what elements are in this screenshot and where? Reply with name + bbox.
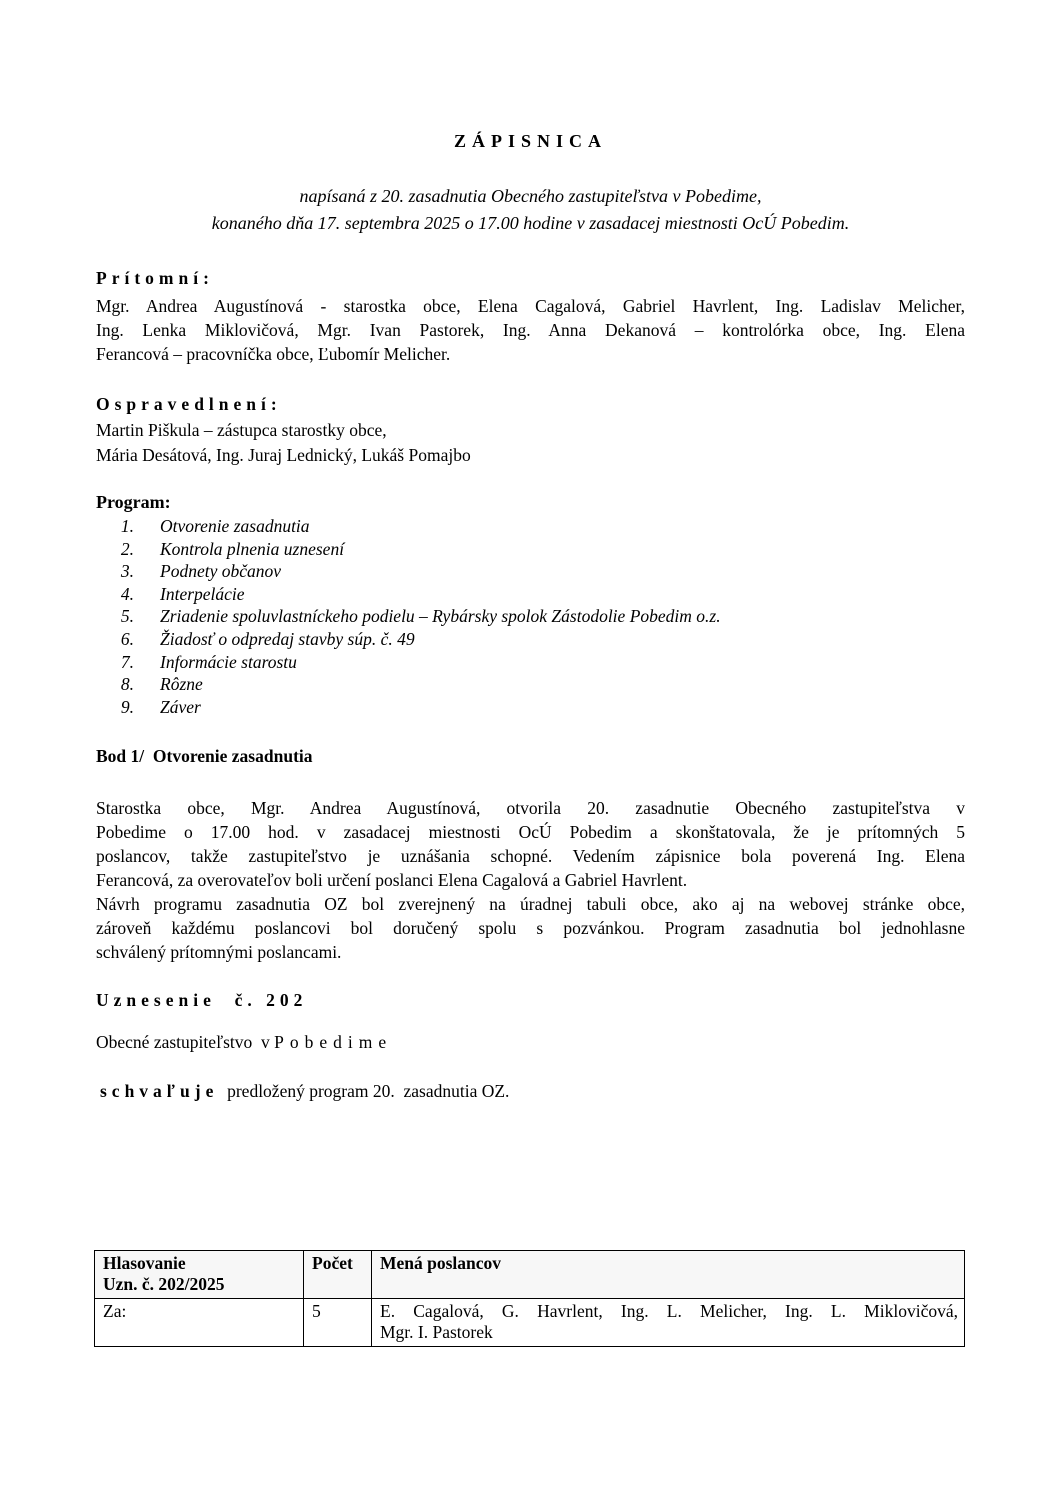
header-voting: Hlasovanie Uzn. č. 202/2025 [95,1251,304,1299]
resolution-verb: schvaľuje [100,1081,219,1101]
excused-line: Mária Desátová, Ing. Juraj Lednický, Lukáš Pomajbo [96,445,471,465]
resolution-text: predložený program 20. zasadnutia OZ. [218,1081,510,1101]
vote-table [94,1250,965,1347]
program-item: 1. Otvorenie zasadnutia [120,516,310,536]
excused-list [96,418,965,468]
bod1-line: poslancov, takže zastupiteľstvo je uznášania schopné. Vedením zápisnice bola poverená Ing. Elena [96,846,965,866]
resolution-heading: Uznesenie č. 202 [96,990,308,1010]
subtitle-line: konaného dňa 17. septembra 2025 o 17.00 hodine v zasadacej miestnosti OcÚ Pobedim. [211,213,850,233]
resolution-decision [100,1081,509,1102]
bod1-line: schválený prítomnými poslancami. [96,942,342,962]
document-subtitle [96,183,965,237]
vote-table-header [95,1251,965,1299]
header-count: Počet [304,1251,372,1299]
program-item: 8. Rôzne [120,674,203,695]
bod1-line: Starostka obce, Mgr. Andrea Augustínová, otvorila 20. zasadnutie Obecného zastupiteľstva v [96,798,965,818]
present-list [96,294,965,366]
excused-line: Martin Piškula – zástupca starostky obce, [96,420,387,440]
bod1-heading: Bod 1/ Otvorenie zasadnutia [96,746,313,766]
vote-type: Za: [95,1299,304,1347]
excused-heading: Ospravedlnení: [96,394,282,414]
bod1-line: Návrh programu zasadnutia OZ bol zverejnený na úradnej tabuli obce, ako aj na webovej stránke obce, [96,894,965,914]
header-names: Mená poslancov [372,1251,965,1299]
vote-names: E. Cagalová, G. Havrlent, Ing. L. Melicher, Ing. L. Miklovičová, Mgr. I. Pastorek [372,1299,965,1347]
program-item: 3. Podnety občanov [120,561,281,582]
vote-count: 5 [304,1299,372,1347]
table-row [95,1299,965,1347]
present-line: Ferancová – pracovníčka obce, Ľubomír Melicher. [96,344,451,364]
program-heading: Program: [96,492,171,512]
present-line: Ing. Lenka Miklovičová, Mgr. Ivan Pastorek, Ing. Anna Dekanová – kontrolórka obce, Ing. Elena [96,320,965,340]
program-list [96,515,721,718]
program-item: 4. Interpelácie [120,583,245,604]
program-item: 2. Kontrola plnenia uznesení [120,538,345,559]
bod1-body [96,796,965,964]
subtitle-line: napísaná z 20. zasadnutia Obecného zastupiteľstva v Pobedime, [299,186,762,206]
resolution-council: Obecné zastupiteľstvo v Pobedime [96,1032,393,1052]
present-heading: Prítomní: [96,268,214,288]
document-title: ZÁPISNICA [453,131,608,151]
bod1-line: Pobedime o 17.00 hod. v zasadacej miestnosti OcÚ Pobedim a skonštatovala, že je prítomných 5 [96,822,965,842]
present-line: Mgr. Andrea Augustínová - starostka obce, Elena Cagalová, Gabriel Havrlent, Ing. Ladislav Melicher, [96,296,965,316]
program-item: 7. Informácie starostu [120,651,297,672]
bod1-line: Ferancová, za overovateľov boli určení poslanci Elena Cagalová a Gabriel Havrlent. [96,870,688,890]
program-item: 9. Záver [120,696,201,717]
program-item: 5. Zriadenie spoluvlastníckeho podielu – Rybársky spolok Zástodolie Pobedim o.z. [120,606,721,627]
bod1-line: zároveň každému poslancovi bol doručený spolu s pozvánkou. Program zasadnutia bol jednohlasne [96,918,965,938]
program-item: 6. Žiadosť o odpredaj stavby súp. č. 49 [120,628,415,649]
